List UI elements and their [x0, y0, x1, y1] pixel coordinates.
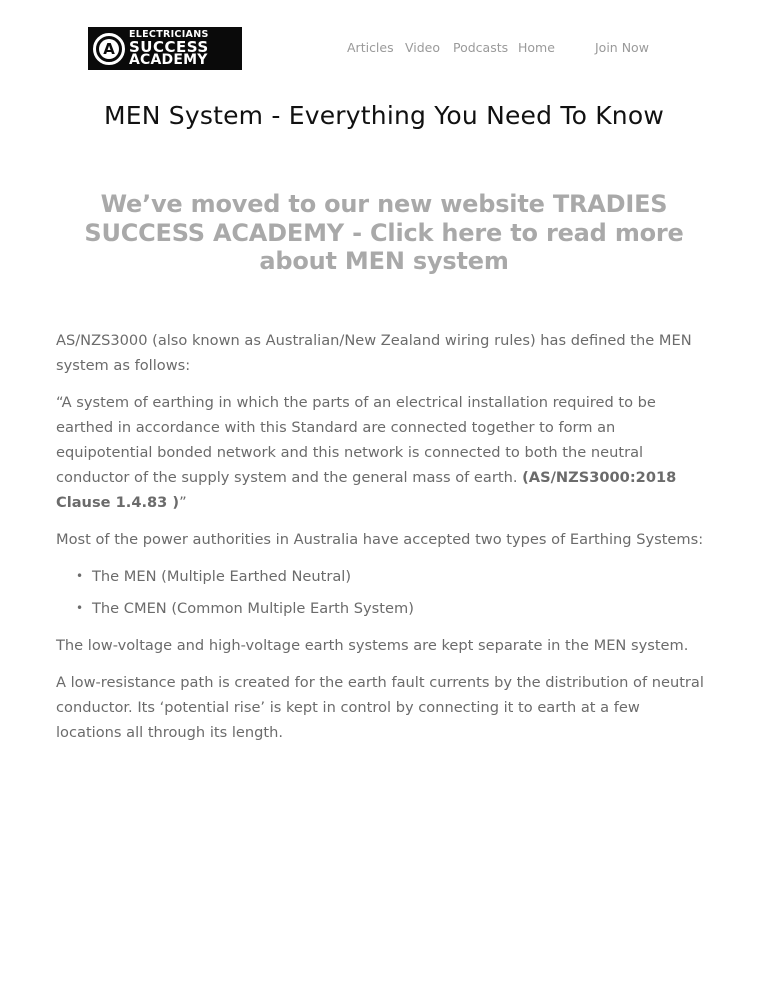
list-item	[76, 564, 706, 589]
nav-video[interactable]: Video	[405, 40, 441, 55]
quote-text: “A system of earthing in which the parts of an electrical installation required to be earthed in accordance with this Standard are connected together to form an equipotential bonded network and this network is connected to both the neutral conductor of the supply system and the general mass of earth.	[56, 394, 656, 486]
paragraph-definition-quote	[56, 390, 706, 515]
list-item-text: The MEN (Multiple Earthed Neutral)	[92, 568, 352, 585]
article-body	[56, 328, 706, 757]
paragraph-definition-intro: AS/NZS3000 (also known as Australian/New Zealand wiring rules) has defined the MEN system as follows:	[56, 332, 692, 374]
nav-join-now[interactable]: Join Now	[595, 40, 649, 55]
nav-podcasts[interactable]: Podcasts	[453, 40, 509, 55]
list-item-text: The CMEN (Common Multiple Earth System)	[92, 600, 414, 617]
quote-close: ”	[179, 494, 187, 511]
paragraph-earthing-systems: Most of the power authorities in Australia have accepted two types of Earthing Systems:	[56, 531, 704, 548]
page-title: MEN System - Everything You Need To Know	[103, 101, 664, 130]
logo-line-2: SUCCESS	[129, 37, 209, 56]
paragraph-separation: The low-voltage and high-voltage earth systems are kept separate in the MEN system.	[56, 637, 689, 654]
list-item	[76, 596, 706, 621]
main-nav	[0, 37, 768, 58]
site-header	[0, 0, 768, 90]
moved-website-link[interactable]: We’ve moved to our new website TRADIES SUCCESS ACADEMY - Click here to read more about MEN system	[84, 190, 684, 275]
logo-line-3: ACADEMY	[129, 51, 208, 68]
nav-articles[interactable]: Articles	[347, 40, 394, 55]
quote-citation: (AS/NZS3000:2018 Clause 1.4.83 )	[56, 469, 677, 511]
paragraph-low-resistance: A low-resistance path is created for the earth fault currents by the distribution of neutral conductor. Its ‘potential rise’ is kept in control by connecting it to earth at a few locations all through its length.	[56, 674, 704, 741]
nav-home[interactable]: Home	[518, 40, 555, 55]
bullet-icon: •	[76, 569, 84, 583]
earthing-systems-list	[76, 564, 706, 621]
bullet-icon: •	[76, 601, 84, 615]
logo-badge-letter: A	[99, 39, 119, 59]
logo-line-1: ELECTRICIANS	[129, 29, 209, 41]
